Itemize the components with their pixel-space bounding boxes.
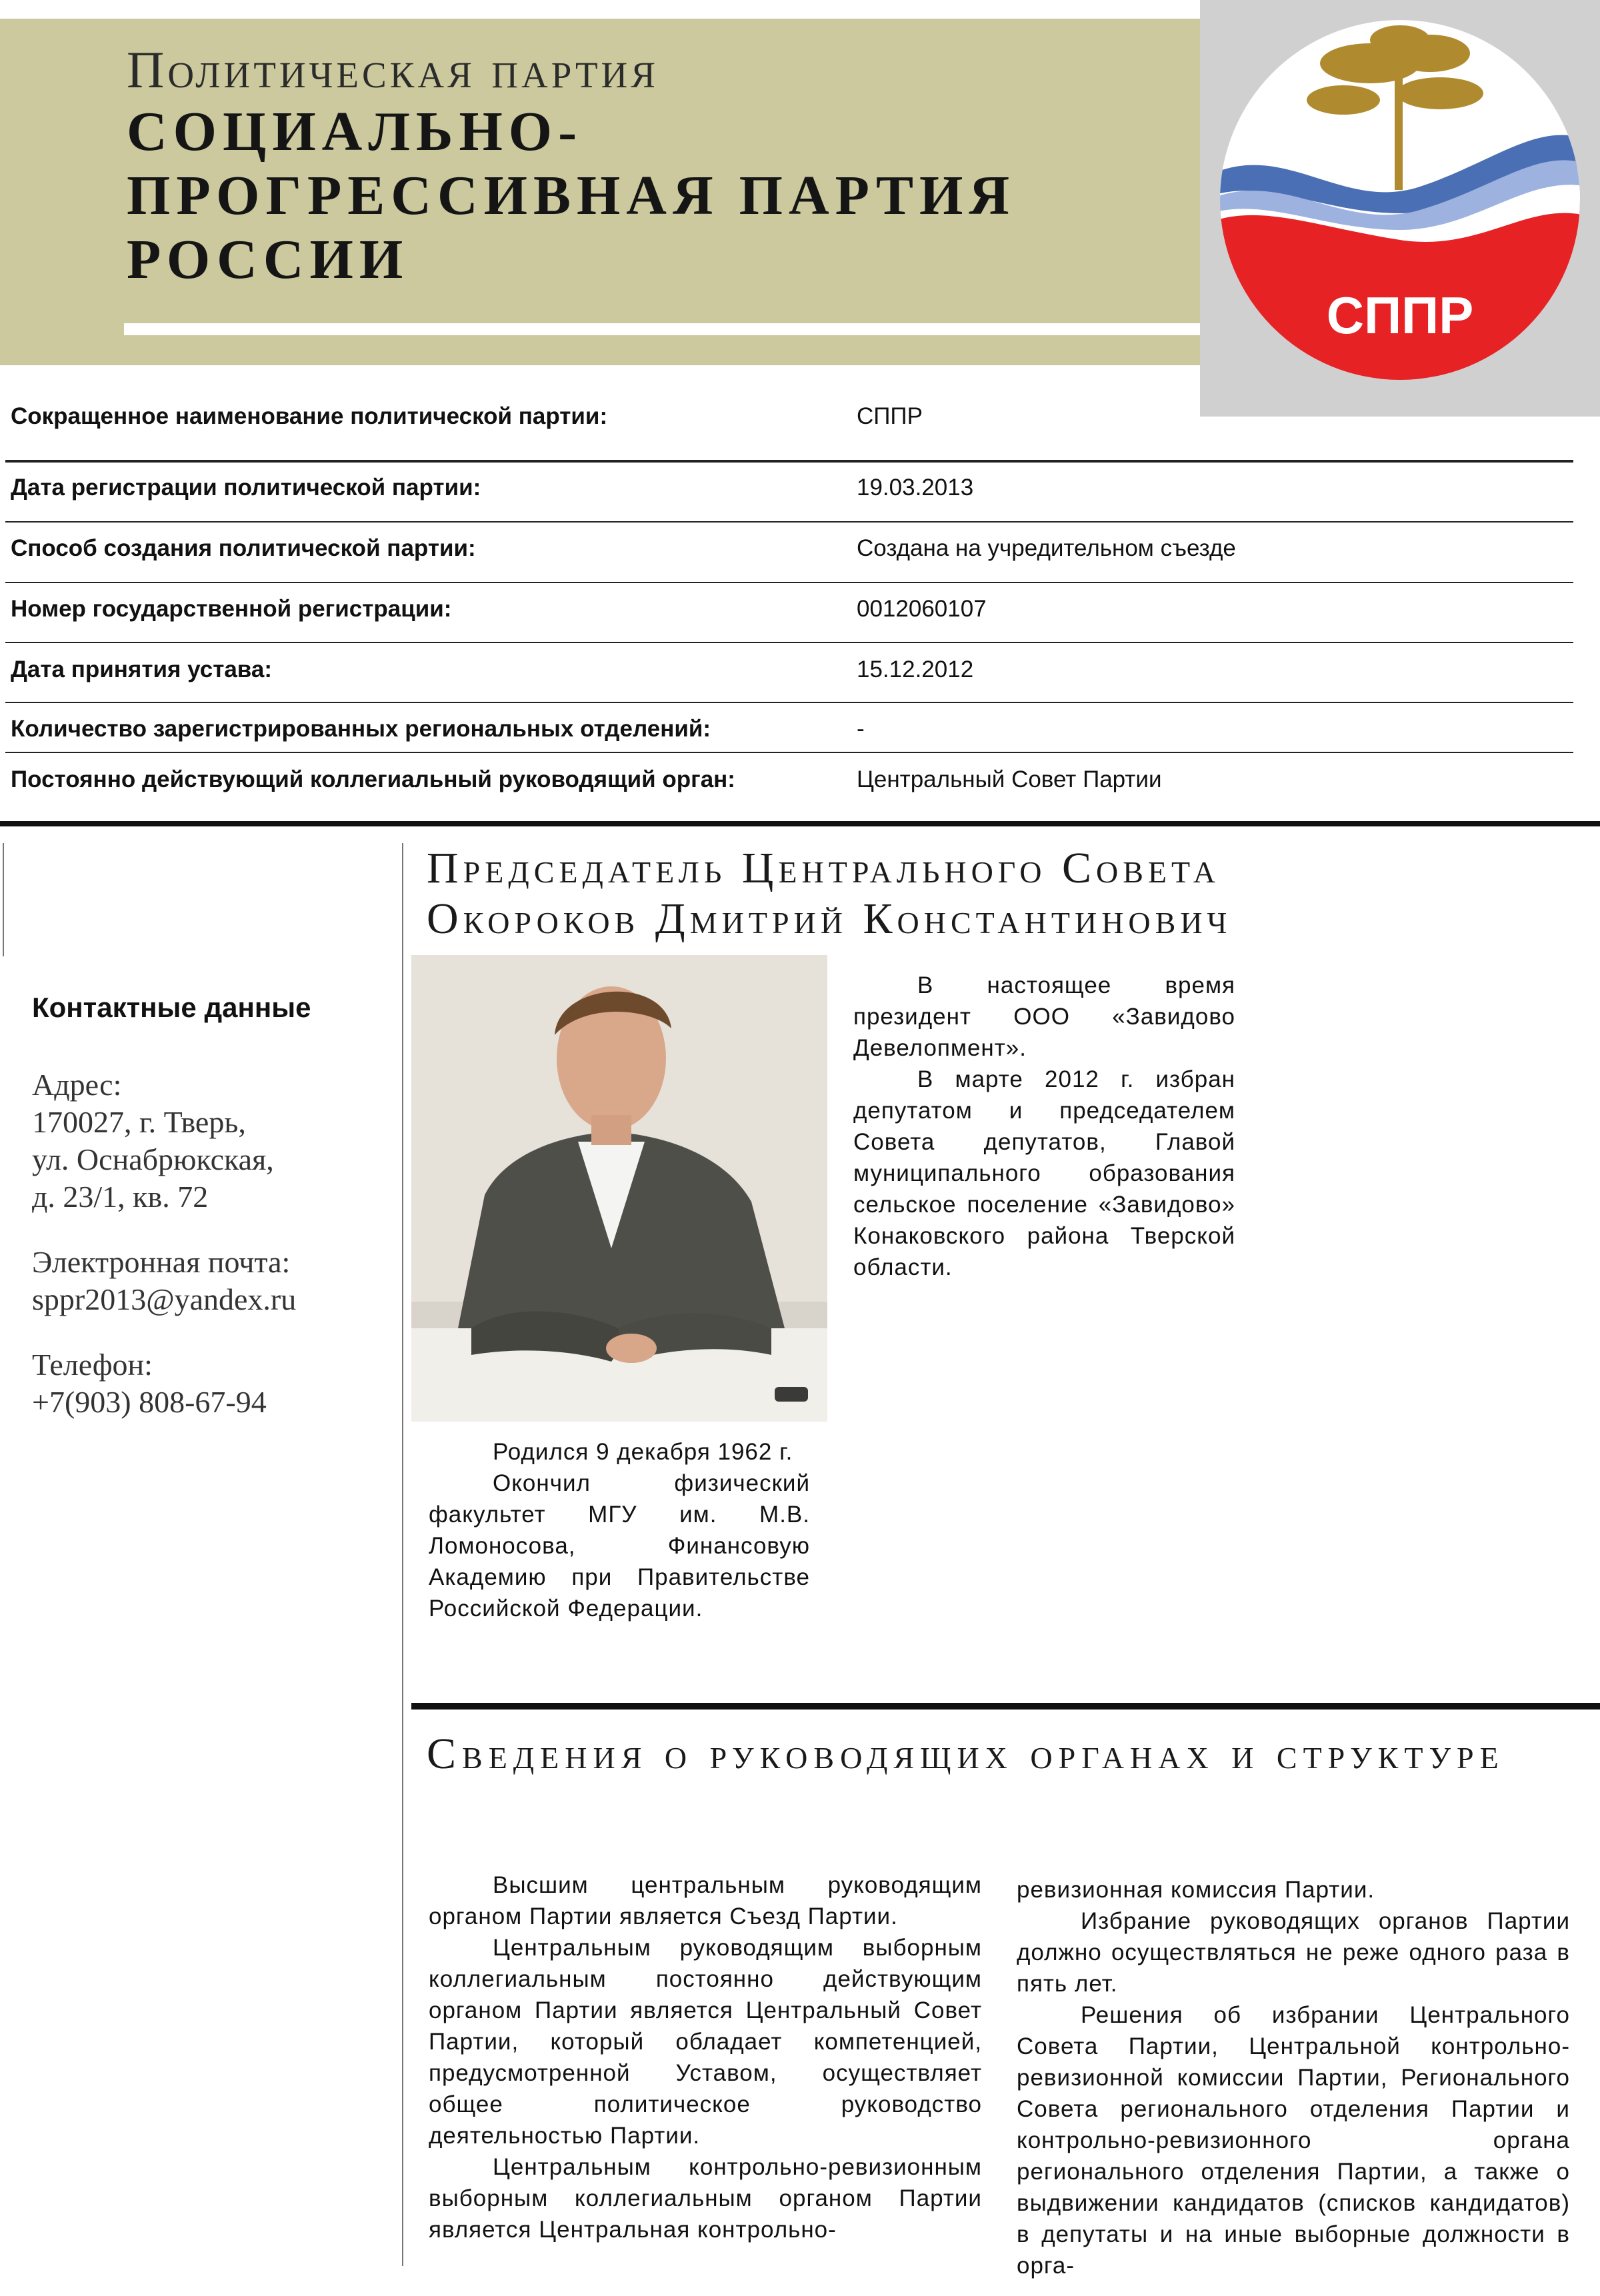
info-label: Способ создания политической партии: <box>11 535 476 561</box>
info-value: 0012060107 <box>857 596 987 622</box>
party-title: СОЦИАЛЬНО-ПРОГРЕССИВНАЯ ПАРТИЯ РОССИИ <box>127 101 1015 291</box>
bio-paragraph: Окончил физический факультет МГУ им. М.В. Ломоносова, Финансовую Академию при Правительстве Российской Федерации. <box>429 1470 810 1622</box>
info-label: Постоянно действующий коллегиальный руководящий орган: <box>11 766 735 792</box>
info-label: Сокращенное наименование политической партии: <box>11 403 608 429</box>
structure-paragraph: Высшим центральным руководящим органом Партии является Съезд Партии. <box>429 1872 982 1929</box>
info-label: Количество зарегистрированных региональных отделений: <box>11 716 711 742</box>
table-rule <box>5 752 1573 753</box>
address-line: д. 23/1, кв. 72 <box>32 1180 209 1214</box>
address-label: Адрес: <box>32 1068 122 1102</box>
sidebar-divider <box>402 843 403 2266</box>
chairman-bio-bottom <box>429 1436 810 1624</box>
structure-column-left <box>429 1869 982 2245</box>
phone-block <box>32 1346 267 1421</box>
phone-label: Телефон: <box>32 1348 153 1382</box>
contact-title: Контактные данные <box>32 992 311 1023</box>
chairman-bio-right <box>853 970 1235 1283</box>
left-edge-line <box>3 843 4 956</box>
email-link[interactable]: sppr2013@yandex.ru <box>32 1282 297 1316</box>
info-label: Дата регистрации политической партии: <box>11 475 481 501</box>
info-label: Номер государственной регистрации: <box>11 596 452 622</box>
structure-paragraph: Решения об избрании Центрального Совета Партии, Центральной контрольно-ревизионной комиссии Партии, Регионального Совета регионального отделения Партии и контрольно-ревизионного органа регионального отделения Партии, а также о выдвижении кандидатов (списков кандидатов) в депутаты и на иные выборные должности в орга- <box>1017 2002 1570 2279</box>
party-logo <box>1200 0 1600 417</box>
svg-text:СППР: СППР <box>1326 286 1474 345</box>
table-rule <box>5 702 1573 703</box>
bio-paragraph: В настоящее время президент ООО «Завидово Девелопмент». <box>853 972 1235 1061</box>
info-value: СППР <box>857 403 923 429</box>
table-bottom-rule <box>0 821 1600 826</box>
bio-paragraph: Родился 9 декабря 1962 г. <box>493 1439 793 1465</box>
header-subtitle: Политическая партия <box>127 41 659 99</box>
structure-paragraph: Избрание руководящих органов Партии должно осуществляться не реже одного раза в пять лет. <box>1017 1908 1570 1997</box>
chairman-title-line: Председатель Центрального Совета <box>427 844 1221 892</box>
section-rule <box>411 1703 1600 1710</box>
chairman-heading <box>427 843 1231 944</box>
email-block <box>32 1244 296 1318</box>
table-rule <box>5 582 1573 583</box>
chairman-photo <box>411 955 827 1422</box>
table-rule <box>5 521 1573 523</box>
structure-paragraph: Центральным руководящим выборным коллегиальным постоянно действующим органом Партии является Центральный Совет Партии, который обладает компетенцией, предусмотренной Уставом, осуществляет общее политическое руководство деятельностью Партии. <box>429 1935 982 2149</box>
structure-paragraph: Центральным контрольно-ревизионным выборным коллегиальным органом Партии является Центральная контрольно- <box>429 2154 982 2243</box>
info-value: 19.03.2013 <box>857 475 974 501</box>
header-underline <box>124 323 1200 335</box>
logo-panel <box>1200 0 1600 417</box>
structure-column-right <box>1017 1874 1570 2281</box>
structure-paragraph: ревизионная комиссия Партии. <box>1017 1877 1375 1903</box>
table-rule <box>5 460 1573 463</box>
info-value: Центральный Совет Партии <box>857 766 1162 792</box>
address-block <box>32 1066 274 1216</box>
address-line: 170027, г. Тверь, <box>32 1105 246 1139</box>
info-value: Создана на учредительном съезде <box>857 535 1236 561</box>
address-line: ул. Оснабрюкская, <box>32 1142 274 1176</box>
phone-number: +7(903) 808-67-94 <box>32 1385 267 1419</box>
chairman-name: Окороков Дмитрий Константинович <box>427 894 1232 943</box>
info-label: Дата принятия устава: <box>11 656 272 682</box>
bio-paragraph: В марте 2012 г. избран депутатом и председателем Совета депутатов, Главой муниципального образования сельское поселение «Завидово» Конаковского района Тверской области. <box>853 1066 1235 1280</box>
structure-heading: Сведения о руководящих органах и структуре <box>427 1729 1505 1778</box>
info-value: 15.12.2012 <box>857 656 974 682</box>
info-value: - <box>857 716 865 742</box>
table-rule <box>5 642 1573 643</box>
email-label: Электронная почта: <box>32 1245 291 1279</box>
